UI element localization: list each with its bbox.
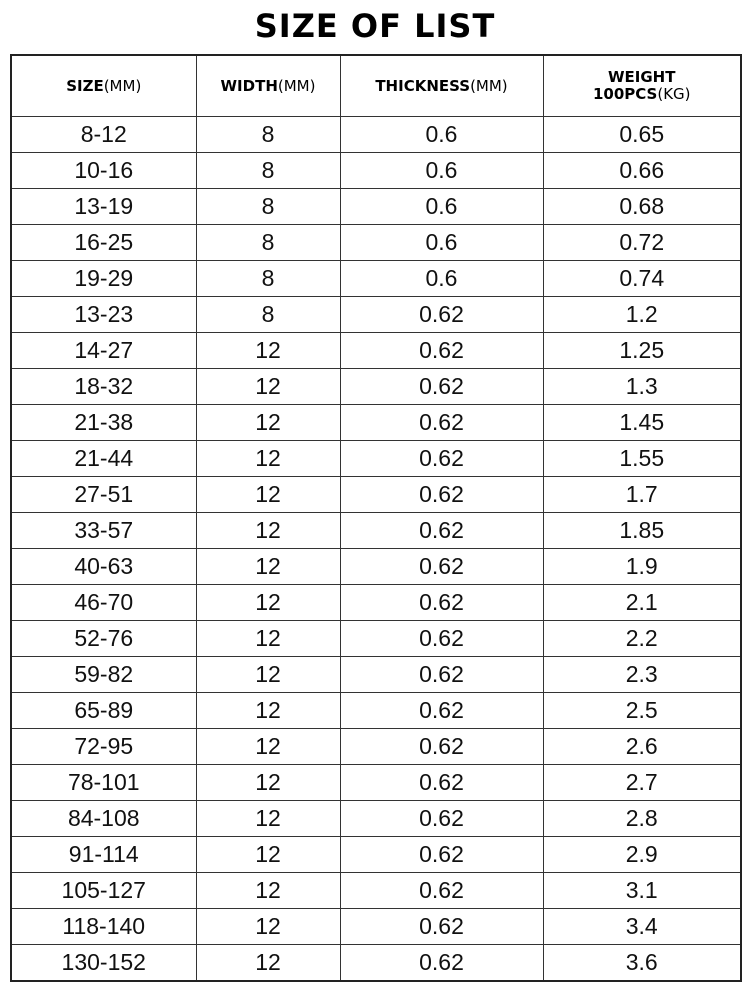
width-cell: 12 [196, 585, 340, 621]
width-cell: 12 [196, 801, 340, 837]
size-cell: 16-25 [11, 225, 196, 261]
width-cell: 12 [196, 405, 340, 441]
width-cell: 12 [196, 693, 340, 729]
thickness-cell: 0.62 [340, 693, 543, 729]
table-row [11, 225, 741, 261]
size-cell: 27-51 [11, 477, 196, 513]
weight-cell: 1.7 [543, 477, 741, 513]
table-row [11, 837, 741, 873]
table-row [11, 909, 741, 945]
header-weight-qty: 100PCS [592, 85, 658, 103]
weight-cell: 0.68 [543, 189, 741, 225]
width-cell: 12 [196, 945, 340, 982]
table-body [11, 117, 741, 982]
thickness-cell: 0.62 [340, 765, 543, 801]
thickness-cell: 0.62 [340, 297, 543, 333]
thickness-cell: 0.6 [340, 117, 543, 153]
table-row [11, 477, 741, 513]
thickness-cell: 0.62 [340, 729, 543, 765]
thickness-cell: 0.62 [340, 801, 543, 837]
weight-cell: 1.55 [543, 441, 741, 477]
header-size [11, 55, 196, 117]
thickness-cell: 0.62 [340, 837, 543, 873]
size-cell: 84-108 [11, 801, 196, 837]
weight-cell: 0.66 [543, 153, 741, 189]
table-row [11, 765, 741, 801]
table-row [11, 297, 741, 333]
header-weight [543, 55, 741, 117]
header-size-unit: (MM) [103, 76, 142, 95]
size-cell: 21-44 [11, 441, 196, 477]
thickness-cell: 0.6 [340, 225, 543, 261]
table-row [11, 333, 741, 369]
size-cell: 118-140 [11, 909, 196, 945]
size-cell: 14-27 [11, 333, 196, 369]
thickness-cell: 0.62 [340, 441, 543, 477]
width-cell: 12 [196, 621, 340, 657]
size-cell: 72-95 [11, 729, 196, 765]
table-row [11, 657, 741, 693]
size-cell: 10-16 [11, 153, 196, 189]
thickness-cell: 0.62 [340, 513, 543, 549]
thickness-cell: 0.62 [340, 873, 543, 909]
width-cell: 12 [196, 765, 340, 801]
width-cell: 8 [196, 225, 340, 261]
size-cell: 40-63 [11, 549, 196, 585]
table-row [11, 441, 741, 477]
width-cell: 12 [196, 909, 340, 945]
size-cell: 13-19 [11, 189, 196, 225]
size-table [10, 54, 742, 982]
weight-cell: 2.2 [543, 621, 741, 657]
width-cell: 12 [196, 477, 340, 513]
thickness-cell: 0.62 [340, 405, 543, 441]
weight-cell: 3.6 [543, 945, 741, 982]
weight-cell: 2.5 [543, 693, 741, 729]
thickness-cell: 0.62 [340, 657, 543, 693]
size-cell: 33-57 [11, 513, 196, 549]
table-row [11, 873, 741, 909]
table-row [11, 693, 741, 729]
header-weight-unit: (KG) [657, 85, 691, 103]
size-cell: 59-82 [11, 657, 196, 693]
header-size-label: SIZE [66, 76, 104, 95]
table-row [11, 801, 741, 837]
weight-cell: 1.2 [543, 297, 741, 333]
thickness-cell: 0.62 [340, 585, 543, 621]
table-header [11, 55, 741, 117]
thickness-cell: 0.62 [340, 333, 543, 369]
weight-cell: 0.72 [543, 225, 741, 261]
header-weight-label: WEIGHT [608, 68, 676, 86]
weight-cell: 0.65 [543, 117, 741, 153]
weight-cell: 2.1 [543, 585, 741, 621]
table-row [11, 513, 741, 549]
width-cell: 12 [196, 441, 340, 477]
weight-cell: 0.74 [543, 261, 741, 297]
weight-cell: 2.7 [543, 765, 741, 801]
header-row [11, 55, 741, 117]
header-width-unit: (MM) [277, 76, 316, 95]
thickness-cell: 0.62 [340, 909, 543, 945]
width-cell: 8 [196, 261, 340, 297]
size-cell: 21-38 [11, 405, 196, 441]
weight-cell: 1.25 [543, 333, 741, 369]
weight-cell: 2.8 [543, 801, 741, 837]
size-cell: 130-152 [11, 945, 196, 982]
table-row [11, 585, 741, 621]
width-cell: 8 [196, 153, 340, 189]
weight-cell: 3.1 [543, 873, 741, 909]
table-row [11, 153, 741, 189]
header-thickness [340, 55, 543, 117]
thickness-cell: 0.62 [340, 549, 543, 585]
table-row [11, 369, 741, 405]
size-cell: 52-76 [11, 621, 196, 657]
table-row [11, 729, 741, 765]
thickness-cell: 0.62 [340, 945, 543, 982]
thickness-cell: 0.62 [340, 369, 543, 405]
weight-cell: 2.9 [543, 837, 741, 873]
header-thickness-label: THICKNESS [375, 76, 471, 95]
table-row [11, 261, 741, 297]
table-row [11, 117, 741, 153]
weight-cell: 1.45 [543, 405, 741, 441]
size-cell: 13-23 [11, 297, 196, 333]
thickness-cell: 0.6 [340, 261, 543, 297]
width-cell: 12 [196, 657, 340, 693]
size-cell: 91-114 [11, 837, 196, 873]
width-cell: 12 [196, 729, 340, 765]
width-cell: 12 [196, 549, 340, 585]
width-cell: 12 [196, 873, 340, 909]
weight-cell: 1.85 [543, 513, 741, 549]
size-cell: 18-32 [11, 369, 196, 405]
thickness-cell: 0.62 [340, 477, 543, 513]
size-cell: 65-89 [11, 693, 196, 729]
size-cell: 105-127 [11, 873, 196, 909]
weight-cell: 3.4 [543, 909, 741, 945]
width-cell: 12 [196, 837, 340, 873]
size-cell: 78-101 [11, 765, 196, 801]
weight-cell: 2.6 [543, 729, 741, 765]
width-cell: 8 [196, 189, 340, 225]
header-width-label: WIDTH [220, 76, 278, 95]
weight-cell: 1.3 [543, 369, 741, 405]
table-row [11, 189, 741, 225]
size-cell: 46-70 [11, 585, 196, 621]
header-width [196, 55, 340, 117]
table-row [11, 405, 741, 441]
table-row [11, 549, 741, 585]
weight-cell: 2.3 [543, 657, 741, 693]
thickness-cell: 0.6 [340, 189, 543, 225]
size-cell: 8-12 [11, 117, 196, 153]
table-row [11, 945, 741, 982]
width-cell: 8 [196, 117, 340, 153]
table-row [11, 621, 741, 657]
thickness-cell: 0.62 [340, 621, 543, 657]
size-cell: 19-29 [11, 261, 196, 297]
weight-cell: 1.9 [543, 549, 741, 585]
page-title: SIZE OF LIST [254, 7, 496, 45]
width-cell: 12 [196, 333, 340, 369]
width-cell: 12 [196, 369, 340, 405]
header-thickness-unit: (MM) [470, 76, 508, 95]
thickness-cell: 0.6 [340, 153, 543, 189]
width-cell: 12 [196, 513, 340, 549]
width-cell: 8 [196, 297, 340, 333]
